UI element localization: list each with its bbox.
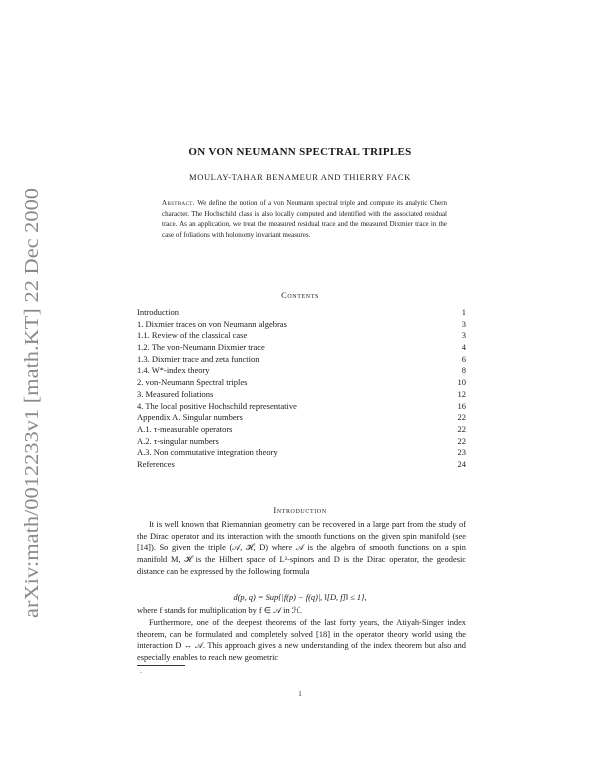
toc-entry-page: 3 [461,318,466,329]
toc-entry[interactable] [137,447,466,459]
abstract-text: We define the notion of a von Neumann spectral triple and compute its analytic Chern character. The Hochschild class is also locally computed and identified with the associated residual trace. As an application, we treat the measured residual trace and the measured Dixmier trace in the case of foliations with holonomy invariant measures. [162,199,447,239]
introduction-paragraph-2: where f stands for multiplication by f ∈ 𝒜 in ℋ. [137,606,303,615]
toc-entry-label: 3. Measured foliations [137,388,214,399]
toc-entry-label: Introduction [137,307,180,317]
footnote-mark: . [140,668,142,675]
paper-title: ON VON NEUMANN SPECTRAL TRIPLES [188,146,412,158]
introduction-paragraph-3: Furthermore, one of the deepest theorems of the last forty years, the Atiyah-Singer index theorem, can be formulated and completely solved [18] in the operator theory world using the interaction D ↔ 𝒜. This approach gives a new understanding of the index theorem but also and especially enables to reach new geometric [137,618,466,663]
toc-entry[interactable] [137,377,466,389]
paper-authors: MOULAY-TAHAR BENAMEUR AND THIERRY FACK [189,172,411,182]
distance-formula: d(p, q) = Sup{|f(p) − f(q)|, ‖[D, f]‖ ≤ 1}, [233,593,367,602]
toc-entry[interactable] [137,330,466,342]
page-number: 1 [298,690,302,698]
toc-entry-page: 22 [457,435,466,446]
toc-entry-page: 16 [457,400,466,411]
toc-entry[interactable] [137,459,466,471]
toc-entry[interactable] [137,401,466,413]
toc-entry-label: 1.3. Dixmier trace and zeta function [137,353,260,364]
toc-entry-label: A.3. Non commutative integration theory [137,447,278,458]
footnote-rule [137,665,185,666]
toc-entry-page: 4 [461,342,466,353]
toc-entry[interactable] [137,319,466,331]
toc-entry-page: 3 [461,330,466,341]
toc-entry-page: 8 [461,365,466,376]
toc-entry[interactable] [137,342,466,354]
toc-entry-page: 6 [461,353,466,364]
arxiv-identifier-text: arXiv:math/0012233v1 [math.KT] 22 Dec 2000 [21,234,43,618]
introduction-paragraph-1: It is well known that Riemannian geometry can be recovered in a large part from the study of the Dirac operator and its interaction with the smooth functions on the given spin manifold (see [14]). So given the triple (𝒜, ℋ, D) where 𝒜 is the algebra of smooth functions on a spin manifold M, ℋ is the Hilbert space of L²-spinors and D is the Dirac operator, the geodesic distance can be expressed by the following formula [137,520,466,576]
toc-entry[interactable] [137,389,466,401]
toc-entry-page: 1 [461,307,466,317]
toc-entry-label: References [137,458,175,469]
arxiv-identifier-stamp [10,182,50,622]
contents-heading: Contents [281,290,319,300]
toc-entry[interactable] [137,436,466,448]
toc-entry-page: 12 [457,388,466,399]
toc-entry-label: 2. von-Neumann Spectral triples [137,377,248,388]
toc-entry-page: 22 [457,423,466,434]
toc-entry-label: 1.4. W*-index theory [137,365,210,376]
abstract-label: Abstract. [162,199,195,207]
toc-entry[interactable] [137,307,466,319]
toc-entry-page: 24 [457,458,466,469]
toc-entry-label: 1.1. Review of the classical case [137,330,248,341]
toc-entry[interactable] [137,424,466,436]
toc-entry-label: Appendix A. Singular numbers [137,412,243,423]
toc-entry-page: 22 [457,412,466,423]
toc-entry-page: 10 [457,377,466,388]
toc-entry-label: A.2. τ-singular numbers [137,435,219,446]
abstract [162,198,447,240]
introduction-heading: Introduction [273,505,327,515]
toc-entry[interactable] [137,354,466,366]
toc-entry-label: 1. Dixmier traces on von Neumann algebras [137,318,287,329]
toc-entry-label: A.1. τ-measurable operators [137,423,233,434]
table-of-contents [137,307,466,471]
toc-entry-label: 1.2. The von-Neumann Dixmier trace [137,342,265,353]
toc-entry[interactable] [137,365,466,377]
toc-entry-label: 4. The local positive Hochschild representative [137,400,297,411]
toc-entry-page: 23 [457,447,466,458]
toc-entry[interactable] [137,412,466,424]
